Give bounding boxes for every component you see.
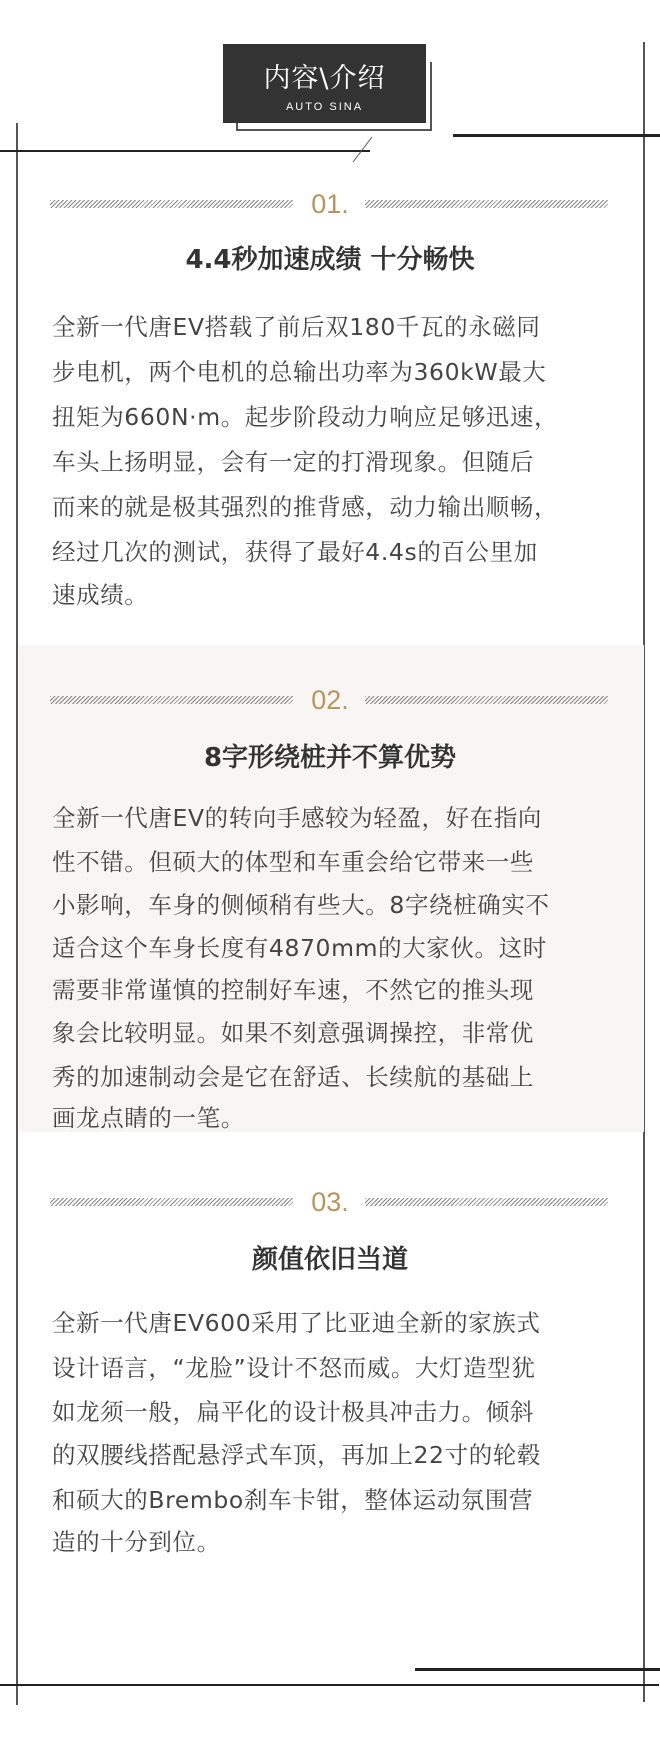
body-line: 象会比较明显。如果不刻意强调操控，非常优	[52, 1019, 534, 1047]
body-line: 步电机，两个电机的总输出功率为360kW最大	[52, 358, 547, 386]
body-line: 小影响，车身的侧倾稍有些大。8字绕桩确实不	[52, 891, 550, 919]
frame-bottom-thick-line	[415, 1668, 660, 1671]
body-line: 车头上扬明显，会有一定的打滑现象。但随后	[52, 448, 534, 476]
body-line: 全新一代唐EV搭载了前后双180千瓦的永磁同	[52, 313, 541, 341]
section-title: 4.4秒加速成绩 十分畅快	[185, 245, 475, 275]
body-line: 速成绩。	[52, 581, 149, 609]
body-line: 画龙点睛的一笔。	[52, 1104, 245, 1132]
body-line: 造的十分到位。	[52, 1528, 221, 1556]
frame-top-thin-line	[0, 150, 370, 152]
header-title: 内容\介绍	[263, 63, 386, 94]
body-line: 而来的就是极其强烈的推背感，动力输出顺畅，	[52, 493, 559, 521]
section-number: 01.	[311, 189, 349, 219]
section-number: 03.	[311, 1187, 349, 1217]
section-title: 颜值依旧当道	[251, 1245, 408, 1275]
body-line: 全新一代唐EV600采用了比亚迪全新的家族式	[52, 1309, 541, 1337]
header-badge	[223, 44, 426, 123]
section-title: 8字形绕桩并不算优势	[203, 743, 457, 773]
frame-diagonal-stroke	[350, 135, 374, 165]
body-line: 的双腰线搭配悬浮式车顶，再加上22寸的轮毂	[52, 1441, 542, 1469]
body-line: 全新一代唐EV的转向手感较为轻盈，好在指向	[52, 804, 543, 832]
header-subtitle: AUTO SINA	[285, 101, 364, 113]
body-line: 需要非常谨慎的控制好车速，不然它的推头现	[52, 976, 534, 1004]
frame-bottom-thin-line	[0, 1684, 659, 1686]
section-number: 02.	[311, 685, 349, 715]
body-line: 经过几次的测试，获得了最好4.4s的百公里加	[52, 538, 538, 566]
body-line: 设计语言，“龙脸”设计不怒而威。大灯造型犹	[52, 1354, 536, 1382]
body-line: 和硕大的Brembo刹车卡钳，整体运动氛围营	[52, 1486, 534, 1514]
body-line: 扭矩为660N·m。起步阶段动力响应足够迅速，	[52, 403, 559, 431]
frame-top-thick-line	[453, 134, 660, 137]
body-line: 如龙须一般，扁平化的设计极具冲击力。倾斜	[52, 1398, 534, 1426]
body-line: 性不错。但硕大的体型和车重会给它带来一些	[52, 848, 534, 876]
body-line: 秀的加速制动会是它在舒适、长续航的基础上	[52, 1063, 534, 1091]
frame-left-line	[16, 123, 18, 1705]
body-line: 适合这个车身长度有4870mm的大家伙。这时	[52, 934, 547, 962]
